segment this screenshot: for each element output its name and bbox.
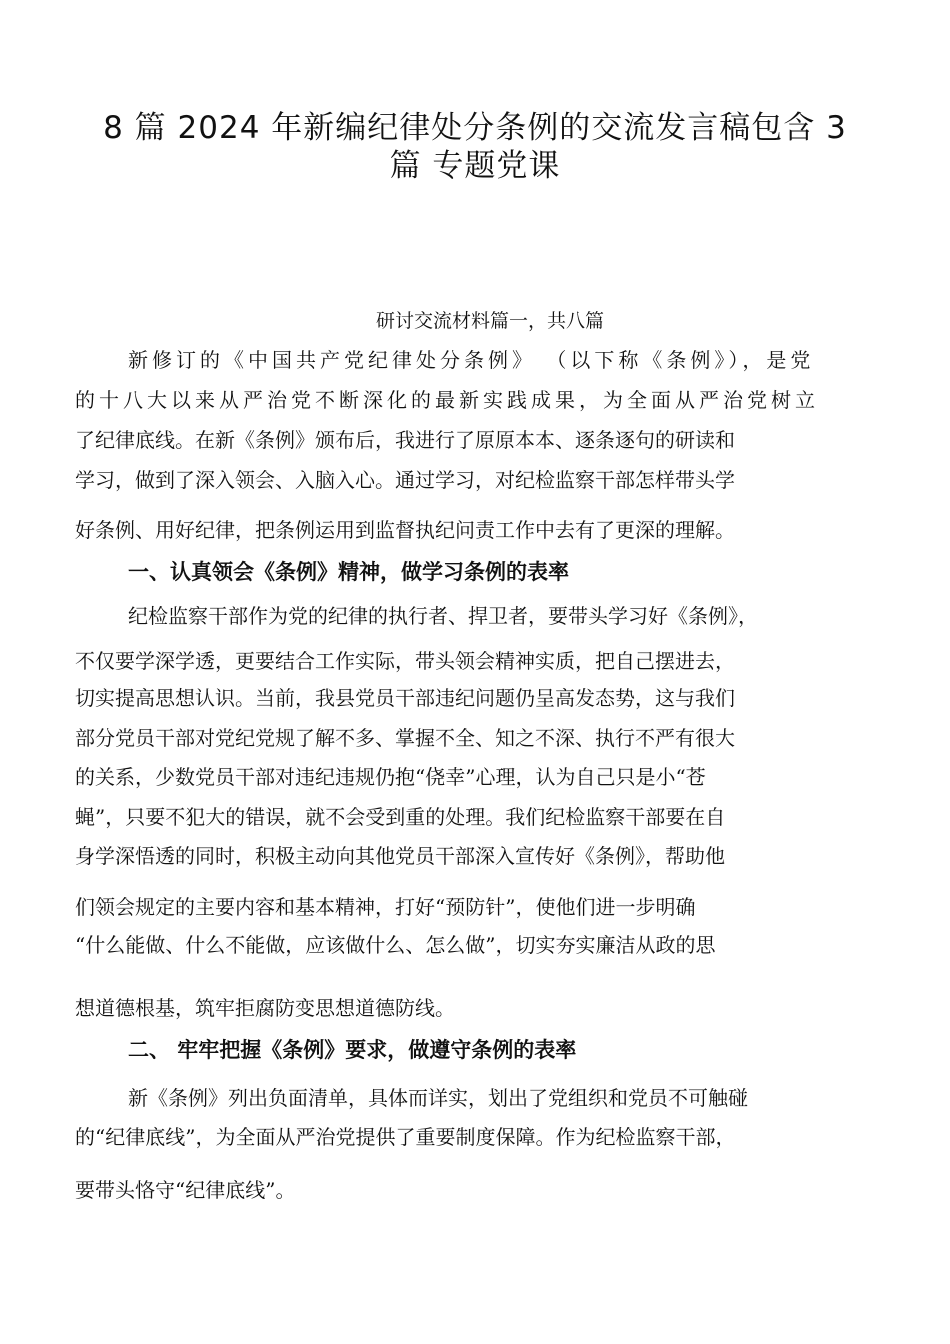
document-subtitle: 研讨交流材料篇一，共八篇	[376, 310, 605, 332]
paragraph-line: 新《条例》列出负面清单，具体而详实，划出了党组织和党员不可触碰	[128, 1086, 748, 1110]
paragraph-line: 要带头恪守“纪律底线”。	[75, 1178, 296, 1202]
section-heading-2: 二、 牢牢把握《条例》要求，做遵守条例的表率	[128, 1038, 577, 1062]
paragraph-line: 的“纪律底线”，为全面从严治党提供了重要制度保障。作为纪检监察干部，	[75, 1125, 736, 1149]
section-heading-1: 一、认真领会《条例》精神，做学习条例的表率	[128, 560, 569, 584]
paragraph-line: 蝇”，只要不犯大的错误，就不会受到重的处理。我们纪检监察干部要在自	[75, 805, 726, 829]
paragraph-line: 想道德根基，筑牢拒腐防变思想道德防线。	[75, 996, 455, 1020]
document-title-line-1: 8 篇 2024 年新编纪律处分条例的交流发言稿包含 3	[103, 110, 847, 146]
paragraph-line: 切实提高思想认识。当前，我县党员干部违纪问题仍呈高发态势，这与我们	[75, 686, 735, 710]
paragraph-line: 身学深悟透的同时，积极主动向其他党员干部深入宣传好《条例》，帮助他	[75, 844, 725, 868]
paragraph-line: 新修订的《中国共产党纪律处分条例》 （以下称《条例》），是党	[128, 348, 815, 372]
paragraph-line: 部分党员干部对党纪党规了解不多、掌握不全、知之不深、执行不严有很大	[75, 726, 735, 750]
paragraph-line: 的关系，少数党员干部对违纪违规仍抱“侥幸”心理，认为自己只是小“苍	[75, 765, 706, 789]
paragraph-line: 好条例、用好纪律，把条例运用到监督执纪问责工作中去有了更深的理解。	[75, 518, 735, 542]
paragraph-line: 不仅要学深学透，更要结合工作实际，带头领会精神实质，把自己摆进去，	[75, 649, 735, 673]
paragraph-line: 们领会规定的主要内容和基本精神，打好“预防针”，使他们进一步明确	[75, 895, 696, 919]
paragraph-line: 了纪律底线。在新《条例》颁布后，我进行了原原本本、逐条逐句的研读和	[75, 428, 735, 452]
paragraph-line: 的十八大以来从严治党不断深化的最新实践成果，为全面从严治党树立	[75, 388, 819, 412]
paragraph-line: 纪检监察干部作为党的纪律的执行者、捍卫者，要带头学习好《条例》，	[128, 604, 758, 628]
paragraph-line: 学习，做到了深入领会、入脑入心。通过学习，对纪检监察干部怎样带头学	[75, 468, 735, 492]
document-title-line-2: 篇 专题党课	[389, 148, 561, 184]
paragraph-line: “什么能做、什么不能做，应该做什么、怎么做”，切实夯实廉洁从政的思	[75, 933, 716, 957]
